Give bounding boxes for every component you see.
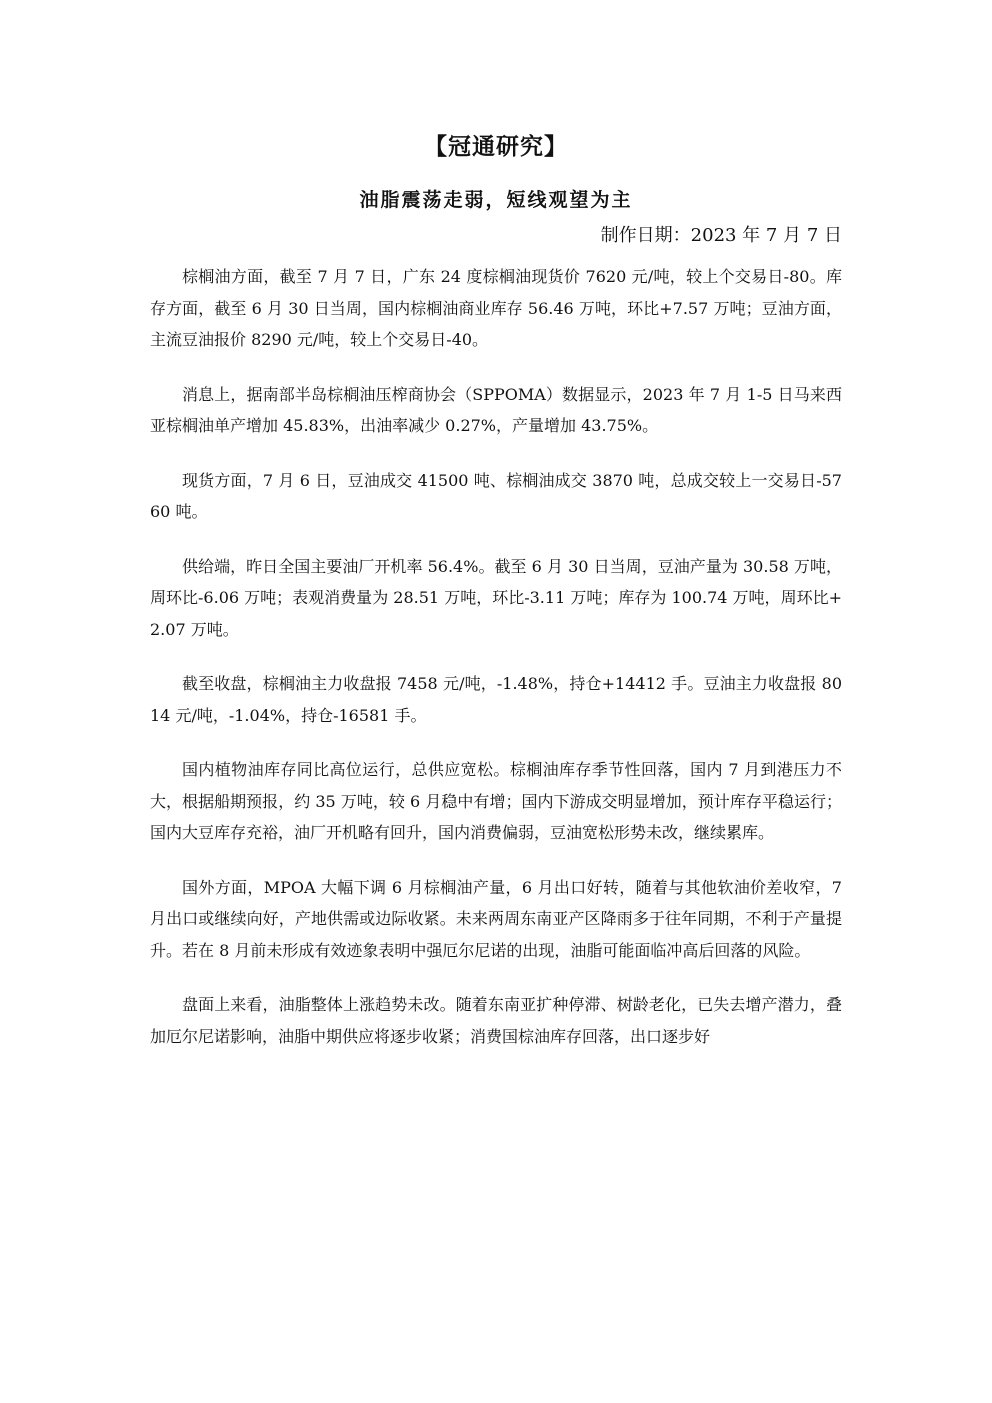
report-heading: 【冠通研究】: [424, 133, 568, 160]
paragraph-sppoma-data: 消息上，据南部半岛棕榈油压榨商协会（SPPOMA）数据显示，2023 年 7 月 1-5 日马来西亚棕榈油单产增加 45.83%，出油率减少 0.27%，产量增加 43.75%。: [150, 384, 842, 435]
production-date: 制作日期：2023 年 7 月 7 日: [600, 225, 842, 246]
document-body: [150, 128, 842, 1052]
paragraph-overseas: 国外方面，MPOA 大幅下调 6 月棕榈油产量，6 月出口好转，随着与其他软油价差收窄，7 月出口或继续向好，产地供需或边际收紧。未来两周东南亚产区降雨多于往年同期，不利于产量提升。若在 8 月前未形成有效迹象表明中强厄尔尼诺的出现，油脂可能面临冲高后回落的风险。: [150, 877, 842, 960]
paragraph-domestic-inventory: 国内植物油库存同比高位运行，总供应宽松。棕榈油库存季节性回落，国内 7 月到港压力不大，根据船期预报，约 35 万吨，较 6 月稳中有增；国内下游成交明显增加，预计库存平稳运行；国内大豆库存充裕，油厂开机略有回升，国内消费偏弱，豆油宽松形势未改，继续累库。: [150, 760, 842, 842]
paragraph-market-outlook: 盘面上来看，油脂整体上涨趋势未改。随着东南亚扩种停滞、树龄老化，已失去增产潜力，叠加厄尔尼诺影响，油脂中期供应将逐步收紧；消费国棕油库存回落，出口逐步好: [150, 995, 842, 1046]
paragraph-supply: 供给端，昨日全国主要油厂开机率 56.4%。截至 6 月 30 日当周，豆油产量为 30.58 万吨，周环比-6.06 万吨；表观消费量为 28.51 万吨，环比-3.11 万吨；库存为 100.74 万吨，周环比+2.07 万吨。: [150, 556, 842, 639]
report-subtitle: 油脂震荡走弱，短线观望为主: [359, 189, 633, 211]
paragraph-closing-prices: 截至收盘，棕榈油主力收盘报 7458 元/吨，-1.48%，持仓+14412 手。豆油主力收盘报 8014 元/吨，-1.04%，持仓-16581 手。: [150, 674, 842, 725]
paragraph-palm-soy-prices: 棕榈油方面，截至 7 月 7 日，广东 24 度棕榈油现货价 7620 元/吨，较上个交易日-80。库存方面，截至 6 月 30 日当周，国内棕榈油商业库存 56.46 万吨，环比+7.57 万吨；豆油方面，主流豆油报价 8290 元/吨，较上个交易日-40。: [150, 267, 842, 349]
paragraph-spot-trading: 现货方面，7 月 6 日，豆油成交 41500 吨、棕榈油成交 3870 吨，总成交较上一交易日-5760 吨。: [150, 470, 842, 521]
